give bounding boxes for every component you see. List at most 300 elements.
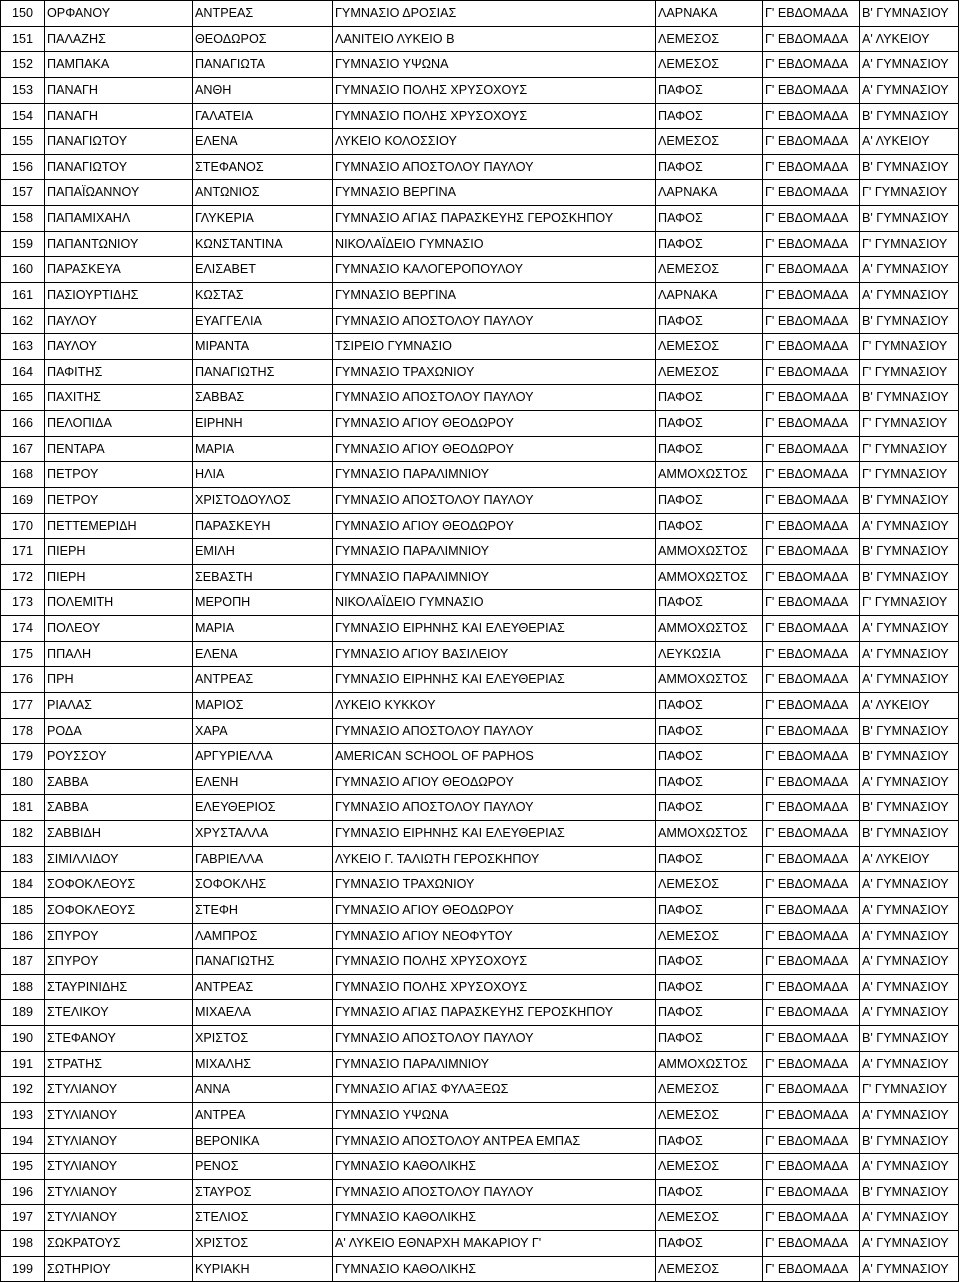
surname-cell: ΡΟΥΣΣΟΥ (45, 744, 193, 770)
table-row (1, 231, 959, 257)
school-cell: ΤΣΙΡΕΙΟ ΓΥΜΝΑΣΙΟ (333, 334, 656, 360)
week-cell: Γ' ΕΒΔΟΜΑΔΑ (763, 411, 860, 437)
school-cell: ΓΥΜΝΑΣΙΟ ΔΡΟΣΙΑΣ (333, 1, 656, 27)
first-name-cell: ΒΕΡΟΝΙΚΑ (193, 1128, 333, 1154)
district-cell: ΠΑΦΟΣ (656, 1179, 763, 1205)
surname-cell: ΣΩΤΗΡΙΟΥ (45, 1256, 193, 1282)
surname-cell: ΠΑΠΑΜΙΧΑΗΛ (45, 206, 193, 232)
school-cell: ΓΥΜΝΑΣΙΟ ΑΠΟΣΤΟΛΟΥ ΑΝΤΡΕΑ ΕΜΠΑΣ (333, 1128, 656, 1154)
first-name-cell: ΕΥΑΓΓΕΛΙΑ (193, 308, 333, 334)
first-name-cell: ΣΤΕΦΗ (193, 897, 333, 923)
table-row (1, 641, 959, 667)
school-cell: ΓΥΜΝΑΣΙΟ ΕΙΡΗΝΗΣ ΚΑΙ ΕΛΕΥΘΕΡΙΑΣ (333, 821, 656, 847)
first-name-cell: ΚΥΡΙΑΚΗ (193, 1256, 333, 1282)
surname-cell: ΠΕΤΡΟΥ (45, 462, 193, 488)
first-name-cell: ΣΑΒΒΑΣ (193, 385, 333, 411)
surname-cell: ΣΤΑΥΡΙΝΙΔΗΣ (45, 974, 193, 1000)
row-number: 180 (1, 769, 45, 795)
school-cell: ΛΥΚΕΙΟ ΚΥΚΚΟΥ (333, 692, 656, 718)
first-name-cell: ΜΕΡΟΠΗ (193, 590, 333, 616)
table-row (1, 103, 959, 129)
district-cell: ΑΜΜΟΧΩΣΤΟΣ (656, 667, 763, 693)
school-cell: ΝΙΚΟΛΑΪΔΕΙΟ ΓΥΜΝΑΣΙΟ (333, 590, 656, 616)
first-name-cell: ΜΑΡΙΑ (193, 436, 333, 462)
school-cell: AMERICAN SCHOOL OF PAPHOS (333, 744, 656, 770)
week-cell: Γ' ΕΒΔΟΜΑΔΑ (763, 744, 860, 770)
table-row (1, 1179, 959, 1205)
row-number: 168 (1, 462, 45, 488)
table-row (1, 1154, 959, 1180)
district-cell: ΠΑΦΟΣ (656, 154, 763, 180)
class-cell: Α' ΓΥΜΝΑΣΙΟΥ (860, 257, 959, 283)
week-cell: Γ' ΕΒΔΟΜΑΔΑ (763, 1231, 860, 1257)
first-name-cell: ΣΟΦΟΚΛΗΣ (193, 872, 333, 898)
first-name-cell: ΠΑΡΑΣΚΕΥΗ (193, 513, 333, 539)
first-name-cell: ΛΑΜΠΡΟΣ (193, 923, 333, 949)
school-cell: ΓΥΜΝΑΣΙΟ ΒΕΡΓΙΝΑ (333, 180, 656, 206)
row-number: 159 (1, 231, 45, 257)
school-cell: ΓΥΜΝΑΣΙΟ ΠΟΛΗΣ ΧΡΥΣΟΧΟΥΣ (333, 103, 656, 129)
school-cell: ΓΥΜΝΑΣΙΟ ΑΓΙΟΥ ΘΕΟΔΩΡΟΥ (333, 436, 656, 462)
school-cell: ΓΥΜΝΑΣΙΟ ΠΑΡΑΛΙΜΝΙΟΥ (333, 1051, 656, 1077)
week-cell: Γ' ΕΒΔΟΜΑΔΑ (763, 872, 860, 898)
district-cell: ΛΕΜΕΣΟΣ (656, 129, 763, 155)
first-name-cell: ΣΤΕΛΙΟΣ (193, 1205, 333, 1231)
table-row (1, 821, 959, 847)
week-cell: Γ' ΕΒΔΟΜΑΔΑ (763, 231, 860, 257)
week-cell: Γ' ΕΒΔΟΜΑΔΑ (763, 1179, 860, 1205)
week-cell: Γ' ΕΒΔΟΜΑΔΑ (763, 308, 860, 334)
class-cell: Α' ΓΥΜΝΑΣΙΟΥ (860, 1051, 959, 1077)
surname-cell: ΣΤΕΛΙΚΟΥ (45, 1000, 193, 1026)
district-cell: ΠΑΦΟΣ (656, 949, 763, 975)
surname-cell: ΣΙΜΙΛΛΙΔΟΥ (45, 846, 193, 872)
table-row (1, 129, 959, 155)
district-cell: ΛΕΜΕΣΟΣ (656, 26, 763, 52)
district-cell: ΠΑΦΟΣ (656, 103, 763, 129)
first-name-cell: ΕΛΕΥΘΕΡΙΟΣ (193, 795, 333, 821)
row-number: 156 (1, 154, 45, 180)
school-cell: ΓΥΜΝΑΣΙΟ ΑΠΟΣΤΟΛΟΥ ΠΑΥΛΟΥ (333, 1026, 656, 1052)
surname-cell: ΠΑΝΑΓΙΩΤΟΥ (45, 129, 193, 155)
school-cell: ΓΥΜΝΑΣΙΟ ΑΠΟΣΤΟΛΟΥ ΠΑΥΛΟΥ (333, 308, 656, 334)
school-cell: ΓΥΜΝΑΣΙΟ ΕΙΡΗΝΗΣ ΚΑΙ ΕΛΕΥΘΕΡΙΑΣ (333, 667, 656, 693)
row-number: 157 (1, 180, 45, 206)
district-cell: ΠΑΦΟΣ (656, 206, 763, 232)
week-cell: Γ' ΕΒΔΟΜΑΔΑ (763, 539, 860, 565)
class-cell: Α' ΓΥΜΝΑΣΙΟΥ (860, 513, 959, 539)
first-name-cell: ΧΡΙΣΤΟΣ (193, 1231, 333, 1257)
class-cell: Γ' ΓΥΜΝΑΣΙΟΥ (860, 231, 959, 257)
district-cell: ΛΕΥΚΩΣΙΑ (656, 641, 763, 667)
table-row (1, 923, 959, 949)
table-row (1, 206, 959, 232)
district-cell: ΛΕΜΕΣΟΣ (656, 1205, 763, 1231)
district-cell: ΛΑΡΝΑΚΑ (656, 282, 763, 308)
row-number: 182 (1, 821, 45, 847)
district-cell: ΛΕΜΕΣΟΣ (656, 1154, 763, 1180)
school-cell: ΓΥΜΝΑΣΙΟ ΚΑΘΟΛΙΚΗΣ (333, 1256, 656, 1282)
class-cell: Β' ΓΥΜΝΑΣΙΟΥ (860, 795, 959, 821)
class-cell: Γ' ΓΥΜΝΑΣΙΟΥ (860, 180, 959, 206)
week-cell: Γ' ΕΒΔΟΜΑΔΑ (763, 1, 860, 27)
week-cell: Γ' ΕΒΔΟΜΑΔΑ (763, 1205, 860, 1231)
week-cell: Γ' ΕΒΔΟΜΑΔΑ (763, 718, 860, 744)
school-cell: ΓΥΜΝΑΣΙΟ ΥΨΩΝΑ (333, 1102, 656, 1128)
table-row (1, 180, 959, 206)
surname-cell: ΣΤΕΦΑΝΟΥ (45, 1026, 193, 1052)
week-cell: Γ' ΕΒΔΟΜΑΔΑ (763, 487, 860, 513)
table-row (1, 411, 959, 437)
school-cell: ΓΥΜΝΑΣΙΟ ΠΑΡΑΛΙΜΝΙΟΥ (333, 462, 656, 488)
week-cell: Γ' ΕΒΔΟΜΑΔΑ (763, 513, 860, 539)
surname-cell: ΠΑΝΑΓΗ (45, 103, 193, 129)
class-cell: Α' ΓΥΜΝΑΣΙΟΥ (860, 52, 959, 78)
first-name-cell: ΧΡΙΣΤΟΔΟΥΛΟΣ (193, 487, 333, 513)
class-cell: Α' ΓΥΜΝΑΣΙΟΥ (860, 77, 959, 103)
first-name-cell: ΡΕΝΟΣ (193, 1154, 333, 1180)
week-cell: Γ' ΕΒΔΟΜΑΔΑ (763, 26, 860, 52)
week-cell: Γ' ΕΒΔΟΜΑΔΑ (763, 77, 860, 103)
row-number: 183 (1, 846, 45, 872)
school-cell: ΓΥΜΝΑΣΙΟ ΠΟΛΗΣ ΧΡΥΣΟΧΟΥΣ (333, 77, 656, 103)
surname-cell: ΠΑΝΑΓΙΩΤΟΥ (45, 154, 193, 180)
table-row (1, 769, 959, 795)
row-number: 166 (1, 411, 45, 437)
first-name-cell: ΠΑΝΑΓΙΩΤΗΣ (193, 949, 333, 975)
table-row (1, 334, 959, 360)
district-cell: ΠΑΦΟΣ (656, 411, 763, 437)
week-cell: Γ' ΕΒΔΟΜΑΔΑ (763, 1026, 860, 1052)
first-name-cell: ΧΡΥΣΤΑΛΛΑ (193, 821, 333, 847)
table-row (1, 77, 959, 103)
week-cell: Γ' ΕΒΔΟΜΑΔΑ (763, 923, 860, 949)
week-cell: Γ' ΕΒΔΟΜΑΔΑ (763, 52, 860, 78)
row-number: 179 (1, 744, 45, 770)
district-cell: ΠΑΦΟΣ (656, 77, 763, 103)
class-cell: Α' ΓΥΜΝΑΣΙΟΥ (860, 872, 959, 898)
table-row (1, 257, 959, 283)
row-number: 198 (1, 1231, 45, 1257)
surname-cell: ΣΤΡΑΤΗΣ (45, 1051, 193, 1077)
week-cell: Γ' ΕΒΔΟΜΑΔΑ (763, 1051, 860, 1077)
row-number: 181 (1, 795, 45, 821)
school-cell: ΓΥΜΝΑΣΙΟ ΑΓΙΟΥ ΝΕΟΦΥΤΟΥ (333, 923, 656, 949)
first-name-cell: ΑΝΘΗ (193, 77, 333, 103)
class-cell: Α' ΛΥΚΕΙΟΥ (860, 129, 959, 155)
district-cell: ΑΜΜΟΧΩΣΤΟΣ (656, 564, 763, 590)
class-cell: Α' ΓΥΜΝΑΣΙΟΥ (860, 1154, 959, 1180)
row-number: 160 (1, 257, 45, 283)
table-row (1, 590, 959, 616)
week-cell: Γ' ΕΒΔΟΜΑΔΑ (763, 334, 860, 360)
first-name-cell: ΜΑΡΙΟΣ (193, 692, 333, 718)
row-number: 188 (1, 974, 45, 1000)
row-number: 165 (1, 385, 45, 411)
district-cell: ΠΑΦΟΣ (656, 692, 763, 718)
surname-cell: ΠΕΛΟΠΙΔΑ (45, 411, 193, 437)
school-cell: ΓΥΜΝΑΣΙΟ ΠΑΡΑΛΙΜΝΙΟΥ (333, 564, 656, 590)
table-row (1, 1231, 959, 1257)
class-cell: Α' ΛΥΚΕΙΟΥ (860, 26, 959, 52)
school-cell: ΓΥΜΝΑΣΙΟ ΑΓΙΟΥ ΘΕΟΔΩΡΟΥ (333, 769, 656, 795)
week-cell: Γ' ΕΒΔΟΜΑΔΑ (763, 129, 860, 155)
row-number: 169 (1, 487, 45, 513)
row-number: 178 (1, 718, 45, 744)
week-cell: Γ' ΕΒΔΟΜΑΔΑ (763, 616, 860, 642)
table-row (1, 1102, 959, 1128)
row-number: 191 (1, 1051, 45, 1077)
district-cell: ΠΑΦΟΣ (656, 385, 763, 411)
school-cell: ΓΥΜΝΑΣΙΟ ΚΑΘΟΛΙΚΗΣ (333, 1154, 656, 1180)
week-cell: Γ' ΕΒΔΟΜΑΔΑ (763, 1256, 860, 1282)
surname-cell: ΠΑΜΠΑΚΑ (45, 52, 193, 78)
row-number: 197 (1, 1205, 45, 1231)
class-cell: Β' ΓΥΜΝΑΣΙΟΥ (860, 308, 959, 334)
row-number: 187 (1, 949, 45, 975)
row-number: 192 (1, 1077, 45, 1103)
table-row (1, 1256, 959, 1282)
table-row (1, 1026, 959, 1052)
district-cell: ΛΑΡΝΑΚΑ (656, 180, 763, 206)
table-row (1, 1128, 959, 1154)
table-row (1, 1077, 959, 1103)
first-name-cell: ΑΝΤΡΕΑΣ (193, 667, 333, 693)
class-cell: Α' ΓΥΜΝΑΣΙΟΥ (860, 769, 959, 795)
district-cell: ΠΑΦΟΣ (656, 231, 763, 257)
row-number: 186 (1, 923, 45, 949)
first-name-cell: ΓΛΥΚΕΡΙΑ (193, 206, 333, 232)
table-row (1, 949, 959, 975)
surname-cell: ΣΤΥΛΙΑΝΟΥ (45, 1205, 193, 1231)
class-cell: Β' ΓΥΜΝΑΣΙΟΥ (860, 1128, 959, 1154)
surname-cell: ΠΑΥΛΟΥ (45, 308, 193, 334)
surname-cell: ΠΑΝΑΓΗ (45, 77, 193, 103)
surname-cell: ΠΡΗ (45, 667, 193, 693)
school-cell: ΛΥΚΕΙΟ ΚΟΛΟΣΣΙΟΥ (333, 129, 656, 155)
table-row (1, 667, 959, 693)
class-cell: Γ' ΓΥΜΝΑΣΙΟΥ (860, 436, 959, 462)
surname-cell: ΡΟΔΑ (45, 718, 193, 744)
row-number: 172 (1, 564, 45, 590)
class-cell: Α' ΓΥΜΝΑΣΙΟΥ (860, 1205, 959, 1231)
district-cell: ΑΜΜΟΧΩΣΤΟΣ (656, 821, 763, 847)
surname-cell: ΠΑΛΑΖΗΣ (45, 26, 193, 52)
school-cell: ΓΥΜΝΑΣΙΟ ΑΠΟΣΤΟΛΟΥ ΠΑΥΛΟΥ (333, 385, 656, 411)
week-cell: Γ' ΕΒΔΟΜΑΔΑ (763, 590, 860, 616)
school-cell: ΓΥΜΝΑΣΙΟ ΥΨΩΝΑ (333, 52, 656, 78)
week-cell: Γ' ΕΒΔΟΜΑΔΑ (763, 436, 860, 462)
row-number: 170 (1, 513, 45, 539)
table-row (1, 872, 959, 898)
table-row (1, 539, 959, 565)
row-number: 150 (1, 1, 45, 27)
surname-cell: ΣΤΥΛΙΑΝΟΥ (45, 1077, 193, 1103)
school-cell: ΓΥΜΝΑΣΙΟ ΑΓΙΑΣ ΠΑΡΑΣΚΕΥΗΣ ΓΕΡΟΣΚΗΠΟΥ (333, 1000, 656, 1026)
first-name-cell: ΚΩΝΣΤΑΝΤΙΝΑ (193, 231, 333, 257)
week-cell: Γ' ΕΒΔΟΜΑΔΑ (763, 795, 860, 821)
district-cell: ΠΑΦΟΣ (656, 769, 763, 795)
surname-cell: ΟΡΦΑΝΟΥ (45, 1, 193, 27)
surname-cell: ΣΠΥΡΟΥ (45, 949, 193, 975)
first-name-cell: ΜΙΧΑΛΗΣ (193, 1051, 333, 1077)
class-cell: Β' ΓΥΜΝΑΣΙΟΥ (860, 821, 959, 847)
row-number: 184 (1, 872, 45, 898)
week-cell: Γ' ΕΒΔΟΜΑΔΑ (763, 641, 860, 667)
district-cell: ΛΑΡΝΑΚΑ (656, 1, 763, 27)
class-cell: Α' ΓΥΜΝΑΣΙΟΥ (860, 949, 959, 975)
week-cell: Γ' ΕΒΔΟΜΑΔΑ (763, 206, 860, 232)
class-cell: Γ' ΓΥΜΝΑΣΙΟΥ (860, 411, 959, 437)
district-cell: ΑΜΜΟΧΩΣΤΟΣ (656, 616, 763, 642)
surname-cell: ΠΑΣΙΟΥΡΤΙΔΗΣ (45, 282, 193, 308)
table-body (1, 1, 959, 1282)
row-number: 158 (1, 206, 45, 232)
first-name-cell: ΣΤΕΦΑΝΟΣ (193, 154, 333, 180)
row-number: 196 (1, 1179, 45, 1205)
school-cell: ΓΥΜΝΑΣΙΟ ΒΕΡΓΙΝΑ (333, 282, 656, 308)
class-cell: Α' ΓΥΜΝΑΣΙΟΥ (860, 641, 959, 667)
class-cell: Β' ΓΥΜΝΑΣΙΟΥ (860, 154, 959, 180)
district-cell: ΠΑΦΟΣ (656, 1026, 763, 1052)
table-row (1, 26, 959, 52)
district-cell: ΠΑΦΟΣ (656, 1231, 763, 1257)
week-cell: Γ' ΕΒΔΟΜΑΔΑ (763, 1077, 860, 1103)
row-number: 194 (1, 1128, 45, 1154)
row-number: 163 (1, 334, 45, 360)
table-row (1, 744, 959, 770)
class-cell: Β' ΓΥΜΝΑΣΙΟΥ (860, 1, 959, 27)
first-name-cell: ΧΑΡΑ (193, 718, 333, 744)
row-number: 151 (1, 26, 45, 52)
district-cell: ΛΕΜΕΣΟΣ (656, 257, 763, 283)
table-row (1, 974, 959, 1000)
first-name-cell: ΜΙΡΑΝΤΑ (193, 334, 333, 360)
first-name-cell: ΗΛΙΑ (193, 462, 333, 488)
class-cell: Α' ΓΥΜΝΑΣΙΟΥ (860, 897, 959, 923)
school-cell: ΓΥΜΝΑΣΙΟ ΚΑΘΟΛΙΚΗΣ (333, 1205, 656, 1231)
week-cell: Γ' ΕΒΔΟΜΑΔΑ (763, 949, 860, 975)
class-cell: Β' ΓΥΜΝΑΣΙΟΥ (860, 103, 959, 129)
class-cell: Γ' ΓΥΜΝΑΣΙΟΥ (860, 359, 959, 385)
surname-cell: ΠΟΛΕΟΥ (45, 616, 193, 642)
class-cell: Γ' ΓΥΜΝΑΣΙΟΥ (860, 590, 959, 616)
surname-cell: ΠΑΠΑΪΩΑΝΝΟΥ (45, 180, 193, 206)
class-cell: Β' ΓΥΜΝΑΣΙΟΥ (860, 1026, 959, 1052)
surname-cell: ΣΑΒΒΑ (45, 769, 193, 795)
surname-cell: ΣΟΦΟΚΛΕΟΥΣ (45, 897, 193, 923)
class-cell: Α' ΛΥΚΕΙΟΥ (860, 846, 959, 872)
district-cell: ΛΕΜΕΣΟΣ (656, 1256, 763, 1282)
school-cell: ΓΥΜΝΑΣΙΟ ΤΡΑΧΩΝΙΟΥ (333, 872, 656, 898)
class-cell: Α' ΓΥΜΝΑΣΙΟΥ (860, 1000, 959, 1026)
district-cell: ΑΜΜΟΧΩΣΤΟΣ (656, 1051, 763, 1077)
table-row (1, 462, 959, 488)
table-row (1, 1000, 959, 1026)
table-row (1, 616, 959, 642)
surname-cell: ΣΠΥΡΟΥ (45, 923, 193, 949)
district-cell: ΠΑΦΟΣ (656, 1000, 763, 1026)
table-row (1, 1205, 959, 1231)
district-cell: ΛΕΜΕΣΟΣ (656, 872, 763, 898)
table-row (1, 795, 959, 821)
class-cell: Α' ΓΥΜΝΑΣΙΟΥ (860, 974, 959, 1000)
row-number: 177 (1, 692, 45, 718)
class-cell: Β' ΓΥΜΝΑΣΙΟΥ (860, 206, 959, 232)
table-row (1, 154, 959, 180)
table-row (1, 282, 959, 308)
class-cell: Α' ΓΥΜΝΑΣΙΟΥ (860, 616, 959, 642)
school-cell: ΓΥΜΝΑΣΙΟ ΑΓΙΑΣ ΠΑΡΑΣΚΕΥΗΣ ΓΕΡΟΣΚΗΠΟΥ (333, 206, 656, 232)
week-cell: Γ' ΕΒΔΟΜΑΔΑ (763, 359, 860, 385)
district-cell: ΠΑΦΟΣ (656, 974, 763, 1000)
week-cell: Γ' ΕΒΔΟΜΑΔΑ (763, 180, 860, 206)
surname-cell: ΣΑΒΒΑ (45, 795, 193, 821)
school-cell: ΛΥΚΕΙΟ Γ. ΤΑΛΙΩΤΗ ΓΕΡΟΣΚΗΠΟΥ (333, 846, 656, 872)
district-cell: ΠΑΦΟΣ (656, 436, 763, 462)
surname-cell: ΠΙΕΡΗ (45, 564, 193, 590)
first-name-cell: ΕΙΡΗΝΗ (193, 411, 333, 437)
surname-cell: ΠΠΑΛΗ (45, 641, 193, 667)
district-cell: ΑΜΜΟΧΩΣΤΟΣ (656, 462, 763, 488)
surname-cell: ΣΟΦΟΚΛΕΟΥΣ (45, 872, 193, 898)
week-cell: Γ' ΕΒΔΟΜΑΔΑ (763, 846, 860, 872)
row-number: 167 (1, 436, 45, 462)
row-number: 174 (1, 616, 45, 642)
surname-cell: ΣΤΥΛΙΑΝΟΥ (45, 1179, 193, 1205)
week-cell: Γ' ΕΒΔΟΜΑΔΑ (763, 564, 860, 590)
week-cell: Γ' ΕΒΔΟΜΑΔΑ (763, 692, 860, 718)
table-row (1, 718, 959, 744)
surname-cell: ΣΤΥΛΙΑΝΟΥ (45, 1128, 193, 1154)
school-cell: ΓΥΜΝΑΣΙΟ ΑΠΟΣΤΟΛΟΥ ΠΑΥΛΟΥ (333, 487, 656, 513)
first-name-cell: ΕΛΕΝΗ (193, 769, 333, 795)
table-row (1, 359, 959, 385)
first-name-cell: ΜΑΡΙΑ (193, 616, 333, 642)
first-name-cell: ΣΕΒΑΣΤΗ (193, 564, 333, 590)
week-cell: Γ' ΕΒΔΟΜΑΔΑ (763, 1128, 860, 1154)
school-cell: ΓΥΜΝΑΣΙΟ ΑΓΙΟΥ ΘΕΟΔΩΡΟΥ (333, 897, 656, 923)
school-cell: ΓΥΜΝΑΣΙΟ ΑΠΟΣΤΟΛΟΥ ΠΑΥΛΟΥ (333, 1179, 656, 1205)
week-cell: Γ' ΕΒΔΟΜΑΔΑ (763, 1000, 860, 1026)
first-name-cell: ΑΝΤΡΕΑΣ (193, 974, 333, 1000)
surname-cell: ΣΤΥΛΙΑΝΟΥ (45, 1154, 193, 1180)
district-cell: ΛΕΜΕΣΟΣ (656, 52, 763, 78)
table-row (1, 385, 959, 411)
table-row (1, 1051, 959, 1077)
district-cell: ΠΑΦΟΣ (656, 1128, 763, 1154)
week-cell: Γ' ΕΒΔΟΜΑΔΑ (763, 821, 860, 847)
school-cell: ΓΥΜΝΑΣΙΟ ΑΓΙΟΥ ΘΕΟΔΩΡΟΥ (333, 513, 656, 539)
school-cell: Α' ΛΥΚΕΙΟ ΕΘΝΑΡΧΗ ΜΑΚΑΡΙΟΥ Γ' (333, 1231, 656, 1257)
table-row (1, 436, 959, 462)
school-cell: ΓΥΜΝΑΣΙΟ ΚΑΛΟΓΕΡΟΠΟΥΛΟΥ (333, 257, 656, 283)
table-row (1, 1, 959, 27)
class-cell: Α' ΓΥΜΝΑΣΙΟΥ (860, 1102, 959, 1128)
school-cell: ΓΥΜΝΑΣΙΟ ΑΠΟΣΤΟΛΟΥ ΠΑΥΛΟΥ (333, 718, 656, 744)
surname-cell: ΠΑΡΑΣΚΕΥΑ (45, 257, 193, 283)
table-row (1, 846, 959, 872)
table-row (1, 487, 959, 513)
class-cell: Β' ΓΥΜΝΑΣΙΟΥ (860, 718, 959, 744)
district-cell: ΠΑΦΟΣ (656, 897, 763, 923)
first-name-cell: ΕΛΕΝΑ (193, 641, 333, 667)
surname-cell: ΡΙΑΛΑΣ (45, 692, 193, 718)
district-cell: ΠΑΦΟΣ (656, 795, 763, 821)
district-cell: ΛΕΜΕΣΟΣ (656, 923, 763, 949)
row-number: 164 (1, 359, 45, 385)
class-cell: Β' ΓΥΜΝΑΣΙΟΥ (860, 385, 959, 411)
